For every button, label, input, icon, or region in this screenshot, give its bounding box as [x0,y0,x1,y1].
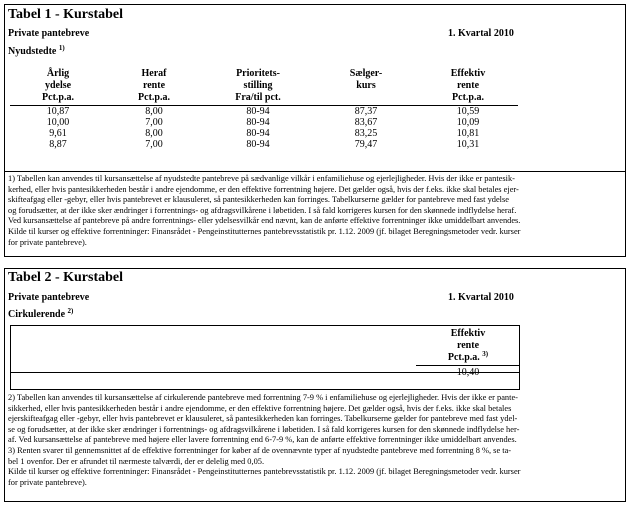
cell: 10,81 [456,128,480,139]
table1-subtitle: Private pantebreve [8,28,90,39]
col-header-saelgerkurs: Sælger- kurs [349,68,383,91]
footnote-line: kerhed, eller hvis pantesikkerheden består i andre ejendomme, er den effektive forrentning højere. Det gælder også, hvis der f.eks. ikke skal betales ejer- [8,184,519,194]
cell: 83,25 [354,128,378,139]
table1-footnotes [8,174,520,248]
cell: 10,31 [456,139,480,150]
footnote-line: af. Ved kursansættelse af pantebreve med højere eller lavere forrentning end 6-7-9 %, kan de anførte effektive forrentninger ikke umiddelbart anvendes. [8,435,517,445]
footnote-line: 3) Renten svarer til gennemsnittet af de effektive forrentninger for køber af de ovennævnte typer af nyudstedte pantebreve med forrentning 8 %, se ta- [8,445,512,455]
table-row [10,139,518,150]
cell: 8,00 [145,128,163,139]
footnote-line: og forudsætter, at der ikke sker ændringer i forrentnings- og afdragsvilkårene i løbetiden. I så fald korrigeres kursen for den skønnede indflydelse heraf. [8,205,517,215]
col-header-heraf-rente: Heraf rente Pct.p.a. [138,68,170,103]
footnote-line: bel 1 ovenfor. Der er afrundet til nærmeste talværdi, der er delelig med 0,05. [8,456,265,466]
table2-title: Tabel 2 - Kurstabel [8,270,123,285]
footnote-line: sikkerhed, eller hvis pantesikkerheden består i andre ejendomme, er den effektive forrentning højere. Det gælder også, hvis der f.eks. ikke skal betales [8,403,512,413]
cell: 8,00 [106,106,202,118]
cell: 80-94 [246,139,270,150]
table2-section-label: Cirkulerende $^{2)}$ [8,307,74,320]
cell: 10,00 [46,117,70,128]
cell: 10,40 [416,366,520,380]
cell: 80-94 [246,117,270,128]
table2-header-row [416,326,520,366]
table2-footnotes [8,393,520,488]
footnote-line: Kilde til kurser og effektive forrentninger: Finansrådet - Pengeinstitutternes pantebrevsstatistik pr. 1.12. 2009 (jf. bilaget Beregningsmetoder vedr. kurser [8,226,521,236]
footnote-line: skifteafgag eller -gebyr, eller hvis pantebrevet er klausuleret, så pantesikkerheden kan forringes. Tabelkurserne gælder for pantebreve med fast ydelse [8,195,509,205]
col-header-aarlig-ydelse: Årlig ydelse Pct.p.a. [42,68,74,103]
table-row [10,128,518,139]
footnote-line: se og forudsætter, at der ikke sker ændringer i forrentnings- og afdragsvilkårene i løbetiden. I så fald korrigeres kursen for den skønnede indflydelse her- [8,424,520,434]
cell: 79,47 [354,139,378,150]
table1-period: 1. Kvartal 2010 [448,28,514,39]
table2-header-divider [10,372,520,373]
footnote-line: ejerskifteafgag eller -gebyr, eller hvis pantebrevet er klausuleret, så pantesikkerheden kan forringes. Tabelkurserne gælder for pantebreve med fast ydel- [8,414,518,424]
cell: 10,87 [10,106,106,118]
footnote-line: Ved kursansættelse af pantebreve på andre forrentnings- eller ydelsesvilkår end nævnt, kan de anførte effektive forrentninger ikke umiddelbart anvendes. [8,216,521,226]
footnote-line: for private pantebreve). [8,477,87,487]
footnote-line: 2) Tabellen kan anvendes til kursansættelse af cirkulerende pantebreve med forrentning 7-9 % i enfamiliehuse og ejerlejligheder. Hvis der ikke er pante- [8,393,518,402]
footnote-line: for private pantebreve). [8,237,87,247]
col-header-prioritetsstilling: Prioritets- stilling Fra/til pct. [235,68,281,103]
footnote-line: Kilde til kurser og effektive forrentninger: Finansrådet - Pengeinstitutternes pantebrevsstatistik pr. 1.12. 2009 (jf. bilaget Beregningsmetoder vedr. kurser [8,467,521,477]
table1-title: Tabel 1 - Kurstabel [8,7,123,22]
table1-header-row [10,66,518,106]
table1-grid [10,66,518,150]
cell: 80-94 [246,128,270,139]
cell: 80-94 [202,106,314,118]
table2-period: 1. Kvartal 2010 [448,292,514,303]
cell: 7,00 [145,117,163,128]
table1-notes-divider [4,171,626,172]
table2-subtitle: Private pantebreve [8,292,90,303]
cell: 83,67 [354,117,378,128]
table-row [10,106,518,118]
table-row [10,117,518,128]
cell: 7,00 [145,139,163,150]
cell: 10,59 [418,106,518,118]
cell: 87,37 [314,106,418,118]
table1-section-label: Nyudstedte $^{1)}$ [8,44,65,57]
footnote-line: 1) Tabellen kan anvendes til kursansættelse af nyudstedte pantebreve på sædvanlige vilkår i enfamiliehuse og ejerlejligheder. Hvis der ikke er pantesik- [8,174,515,183]
col-header-effektiv-rente: Effektiv rente Pct.p.a. [450,68,486,103]
cell: 9,61 [49,128,67,139]
cell: 10,09 [456,117,480,128]
col-header-effektiv-rente: Effektiv rente Pct.p.a. $^{3)}$ [447,328,489,363]
cell: 8,87 [49,139,67,150]
